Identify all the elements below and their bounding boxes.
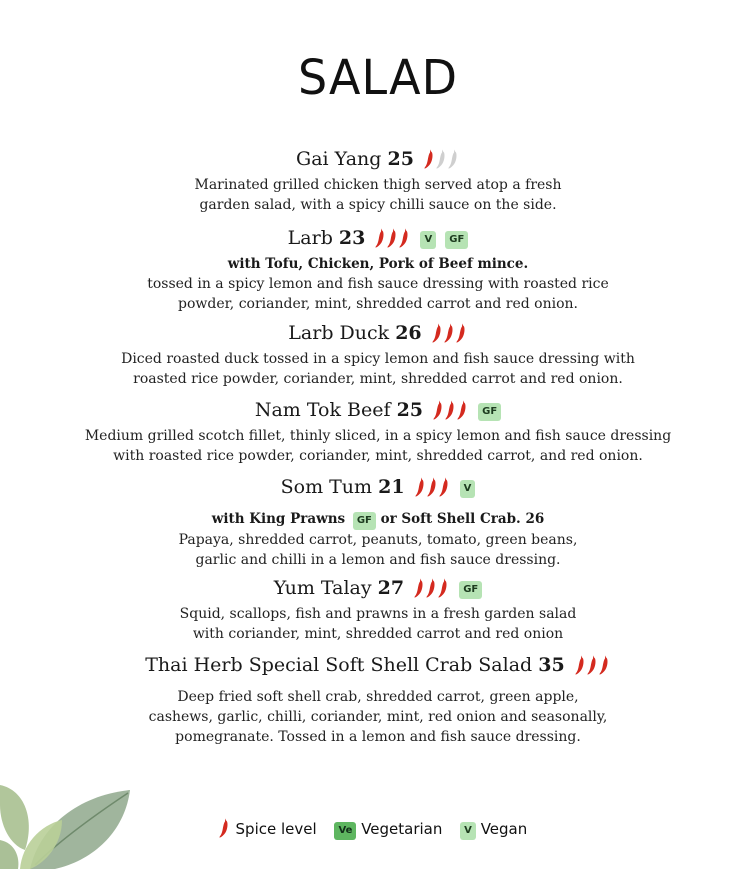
gluten-free-badge: GF <box>353 512 376 530</box>
menu-item-larb <box>0 226 756 314</box>
gluten-free-badge: GF <box>459 581 482 599</box>
item-name: Yum Talay <box>273 577 372 599</box>
legend <box>0 818 756 840</box>
spice-level <box>415 477 451 503</box>
menu-item-som-tum <box>0 475 756 570</box>
chili-icon <box>445 400 455 420</box>
item-description: Marinated grilled chicken thigh served atop a fresh garden salad, with a spicy chilli sauce on the side. <box>194 177 562 213</box>
chili-icon <box>438 578 448 598</box>
item-name: Larb Duck <box>288 322 390 344</box>
spice-level <box>414 578 450 604</box>
item-price: 25 <box>396 399 424 421</box>
menu-item-nam-tok-beef <box>0 398 756 466</box>
item-name: Gai Yang <box>296 148 382 170</box>
chili-icon <box>448 149 458 169</box>
spice-level <box>575 655 611 681</box>
gluten-free-badge: GF <box>478 403 501 421</box>
legend-vegetarian-label: Vegetarian <box>361 820 443 838</box>
vegan-badge: V <box>460 822 476 840</box>
leaf-decoration-icon <box>0 745 140 869</box>
chili-icon <box>599 655 609 675</box>
item-description: Deep fried soft shell crab, shredded carrot, green apple, cashews, garlic, chilli, coriander, mint, red onion and seasonally, pomegranate. Tossed in a lemon and fish sauce dressing. <box>148 689 608 745</box>
chili-icon <box>575 655 585 675</box>
spice-level <box>433 400 469 426</box>
vegan-badge: V <box>460 480 476 498</box>
chili-icon <box>457 400 467 420</box>
chili-icon <box>444 323 454 343</box>
item-price: 27 <box>377 577 405 599</box>
chili-icon <box>414 578 424 598</box>
item-price: 21 <box>378 476 405 498</box>
vegan-badge: V <box>420 231 436 249</box>
item-name: Larb <box>287 227 333 249</box>
chili-icon <box>436 149 446 169</box>
item-options: with Tofu, Chicken, Pork of Beef mince. <box>227 256 529 272</box>
chili-icon <box>399 228 409 248</box>
item-price: 35 <box>538 654 565 676</box>
page-title: SALAD <box>297 48 459 106</box>
vegetarian-badge: Ve <box>334 822 356 840</box>
chili-icon <box>219 818 229 838</box>
menu-item-larb-duck <box>0 321 756 389</box>
legend-vegan-label: Vegan <box>480 820 528 838</box>
chili-icon <box>456 323 466 343</box>
gluten-free-badge: GF <box>445 231 468 249</box>
spice-level <box>375 228 411 254</box>
item-name: Nam Tok Beef <box>254 399 391 421</box>
chili-icon <box>427 477 437 497</box>
chili-icon <box>587 655 597 675</box>
item-options: with King Prawns GF or Soft Shell Crab. 26 <box>0 509 756 530</box>
spice-level <box>424 149 460 175</box>
item-description: Diced roasted duck tossed in a spicy lemon and fish sauce dressing with roasted rice powder, coriander, mint, shredded carrot and red onion. <box>121 351 635 387</box>
item-price: 23 <box>338 227 366 249</box>
chili-icon <box>432 323 442 343</box>
chili-icon <box>375 228 385 248</box>
item-description: Medium grilled scotch fillet, thinly sliced, in a spicy lemon and fish sauce dressing with roasted rice powder, coriander, mint, shredded carrot, and red onion. <box>84 428 672 464</box>
item-price: 26 <box>395 322 422 344</box>
item-description: tossed in a spicy lemon and fish sauce dressing with roasted rice powder, coriander, mint, shredded carrot and red onion. <box>147 276 609 312</box>
item-description: Squid, scallops, fish and prawns in a fresh garden salad with coriander, mint, shredded carrot and red onion <box>179 606 577 642</box>
item-price: 25 <box>387 148 414 170</box>
spice-level <box>432 323 468 349</box>
menu-item-yum-talay <box>0 576 756 644</box>
chili-icon <box>415 477 425 497</box>
chili-icon <box>424 149 434 169</box>
chili-icon <box>433 400 443 420</box>
menu-item-gai-yang <box>0 147 756 215</box>
item-description: Papaya, shredded carrot, peanuts, tomato, green beans, garlic and chilli in a lemon and fish sauce dressing. <box>178 532 578 568</box>
item-name: Thai Herb Special Soft Shell Crab Salad <box>145 654 533 676</box>
chili-icon <box>439 477 449 497</box>
legend-spice-label: Spice level <box>235 820 317 838</box>
menu-item-soft-shell-crab-salad <box>0 653 756 747</box>
item-name: Som Tum <box>280 476 373 498</box>
chili-icon <box>426 578 436 598</box>
chili-icon <box>387 228 397 248</box>
